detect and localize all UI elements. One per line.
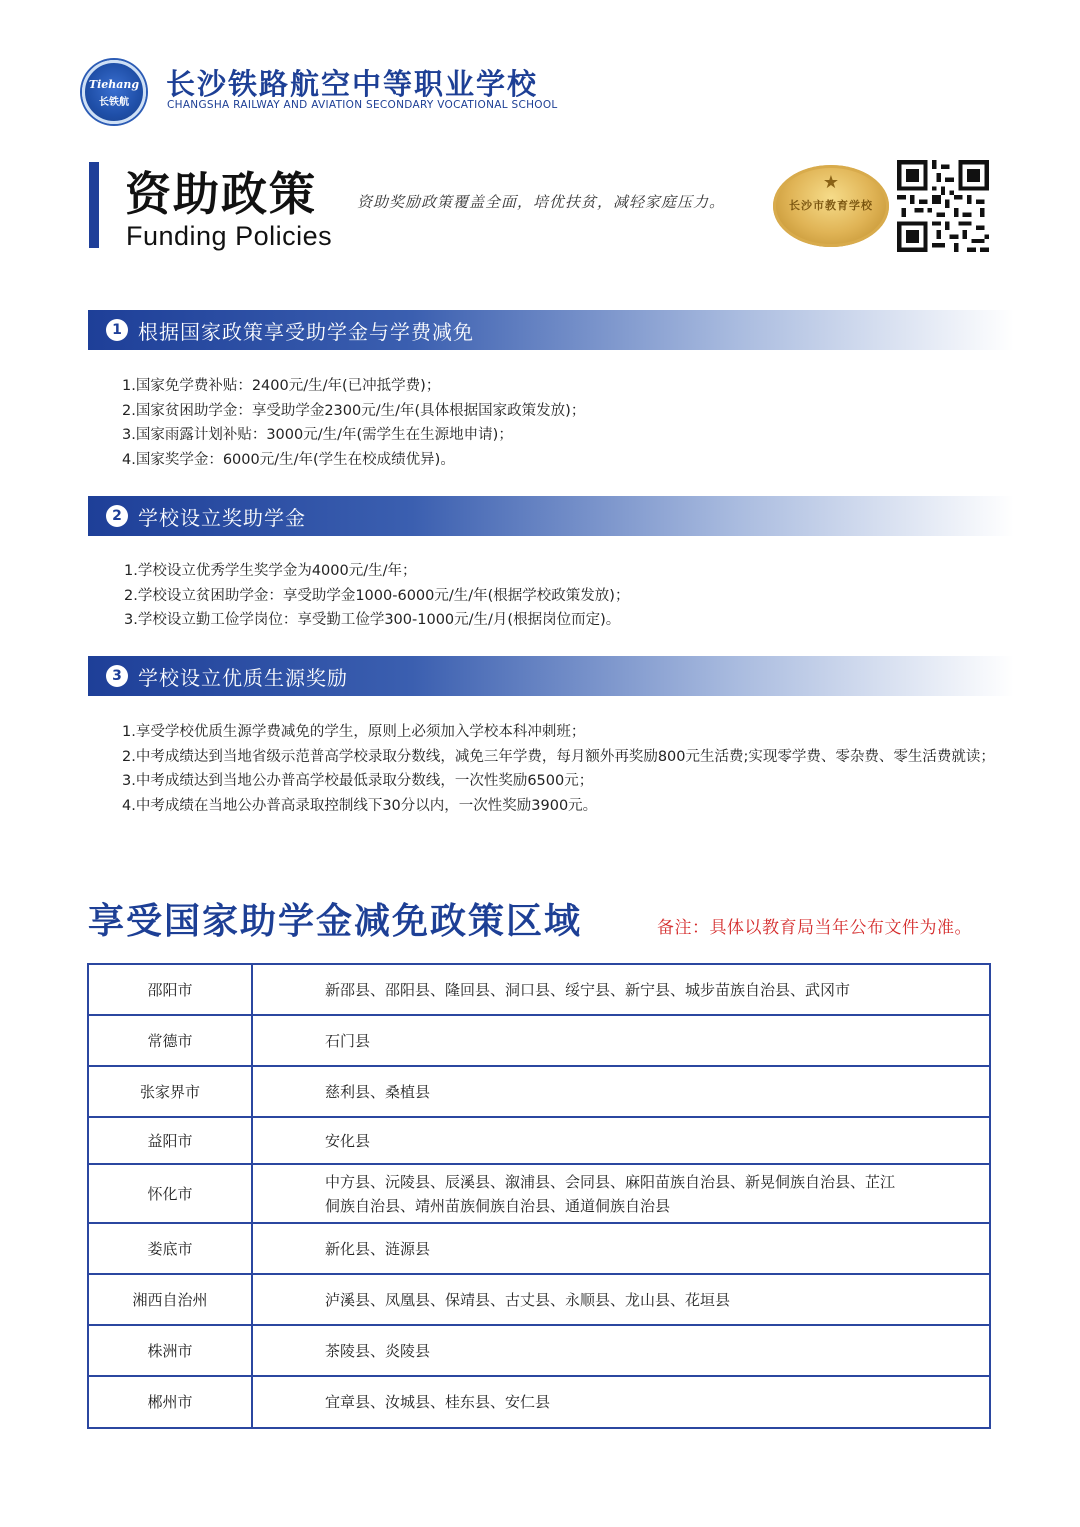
slogan: 资助奖励政策覆盖全面，培优扶贫，减轻家庭压力。	[357, 193, 726, 211]
region-title: 享受国家助学金减免政策区域	[88, 901, 583, 942]
table-row	[88, 1223, 990, 1274]
table-row	[88, 964, 990, 1015]
city-cell: 益阳市	[88, 1117, 252, 1164]
counties-cell: 中方县、沅陵县、辰溪县、溆浦县、会同县、麻阳苗族自治县、新晃侗族自治县、芷江侗族自治县、靖州苗族侗族自治县、通道侗族自治县	[252, 1164, 990, 1223]
city-cell: 郴州市	[88, 1376, 252, 1428]
section-title-1: 根据国家政策享受助学金与学费减免	[138, 320, 474, 344]
logo-text-bottom: 长铁航	[99, 97, 129, 108]
city-cell: 邵阳市	[88, 964, 252, 1015]
counties-cell: 宜章县、汝城县、桂东县、安仁县	[252, 1376, 990, 1428]
list-item: 2.中考成绩达到当地省级示范普高学校录取分数线，减免三年学费，每月额外再奖励800元生活费;实现零学费、零杂费、零生活费就读；	[122, 748, 995, 765]
list-item: 1.享受学校优质生源学费减免的学生，原则上必须加入学校本科冲刺班；	[122, 724, 586, 740]
city-cell: 娄底市	[88, 1223, 252, 1274]
counties-cell: 石门县	[252, 1015, 990, 1066]
list-item: 2.国家贫困助学金：享受助学金2300元/生/年(具体根据国家政策发放)；	[122, 402, 586, 419]
table-row	[88, 1117, 990, 1164]
section-3-list	[88, 720, 998, 818]
city-cell: 怀化市	[88, 1164, 252, 1223]
city-cell: 株洲市	[88, 1325, 252, 1376]
counties-cell: 安化县	[252, 1117, 990, 1164]
city-cell: 常德市	[88, 1015, 252, 1066]
medal-text: 长沙市教育学校	[789, 199, 873, 212]
list-item: 3.学校设立勤工俭学岗位：享受勤工俭学300-1000元/生/月(根据岗位而定)。	[124, 612, 621, 628]
table-row	[88, 1015, 990, 1066]
list-item: 4.中考成绩在当地公办普高录取控制线下30分以内，一次性奖励3900元。	[122, 797, 598, 814]
section-number-1: 1	[106, 319, 128, 341]
section-number-2: 2	[106, 505, 128, 527]
school-name-en: CHANGSHA RAILWAY AND AVIATION SECONDARY VOCATIONAL SCHOOL	[167, 99, 558, 111]
region-note: 备注：具体以教育局当年公布文件为准。	[657, 918, 972, 938]
section-number-3: 3	[106, 665, 128, 687]
counties-cell: 新化县、涟源县	[252, 1223, 990, 1274]
list-item: 2.学校设立贫困助学金：享受助学金1000-6000元/生/年(根据学校政策发放)；	[124, 587, 630, 604]
section-title-2: 学校设立奖助学金	[138, 506, 306, 530]
counties-cell: 泸溪县、凤凰县、保靖县、古丈县、永顺县、龙山县、花垣县	[252, 1274, 990, 1325]
counties-cell: 慈利县、桑植县	[252, 1066, 990, 1117]
school-name-cn: 长沙铁路航空中等职业学校	[166, 67, 539, 101]
table-row	[88, 1325, 990, 1376]
list-item: 4.国家奖学金：6000元/生/年(学生在校成绩优异)。	[122, 451, 455, 468]
page-title-en: Funding Policies	[126, 221, 333, 251]
city-cell: 张家界市	[88, 1066, 252, 1117]
table-row	[88, 1066, 990, 1117]
section-1-list	[122, 374, 585, 472]
section-title-3: 学校设立优质生源奖励	[138, 666, 348, 690]
list-item: 1.国家免学费补贴：2400元/生/年(已冲抵学费)；	[122, 378, 441, 394]
region-table	[87, 963, 991, 1429]
table-row	[88, 1274, 990, 1325]
section-2-list	[124, 559, 629, 633]
page-title-cn: 资助政策	[125, 167, 317, 221]
list-item: 1.学校设立优秀学生奖学金为4000元/生/年；	[124, 563, 417, 579]
logo-text-top: Tiehang	[88, 78, 140, 91]
school-logo	[82, 60, 146, 124]
star-icon: ★	[822, 172, 840, 193]
table-row	[88, 1376, 990, 1428]
table-row	[88, 1164, 990, 1223]
counties-cell: 新邵县、邵阳县、隆回县、洞口县、绥宁县、新宁县、城步苗族自治县、武冈市	[252, 964, 990, 1015]
list-item: 3.国家雨露计划补贴：3000元/生/年(需学生在生源地申请)；	[122, 427, 513, 443]
qr-code[interactable]	[897, 160, 989, 252]
title-accent-bar	[89, 162, 99, 248]
counties-cell: 茶陵县、炎陵县	[252, 1325, 990, 1376]
section-header-2	[88, 496, 1014, 536]
section-header-1	[88, 310, 1014, 350]
section-header-3	[88, 656, 1014, 696]
list-item: 3.中考成绩达到当地公办普高学校最低录取分数线，一次性奖励6500元；	[122, 773, 594, 789]
city-cell: 湘西自治州	[88, 1274, 252, 1325]
